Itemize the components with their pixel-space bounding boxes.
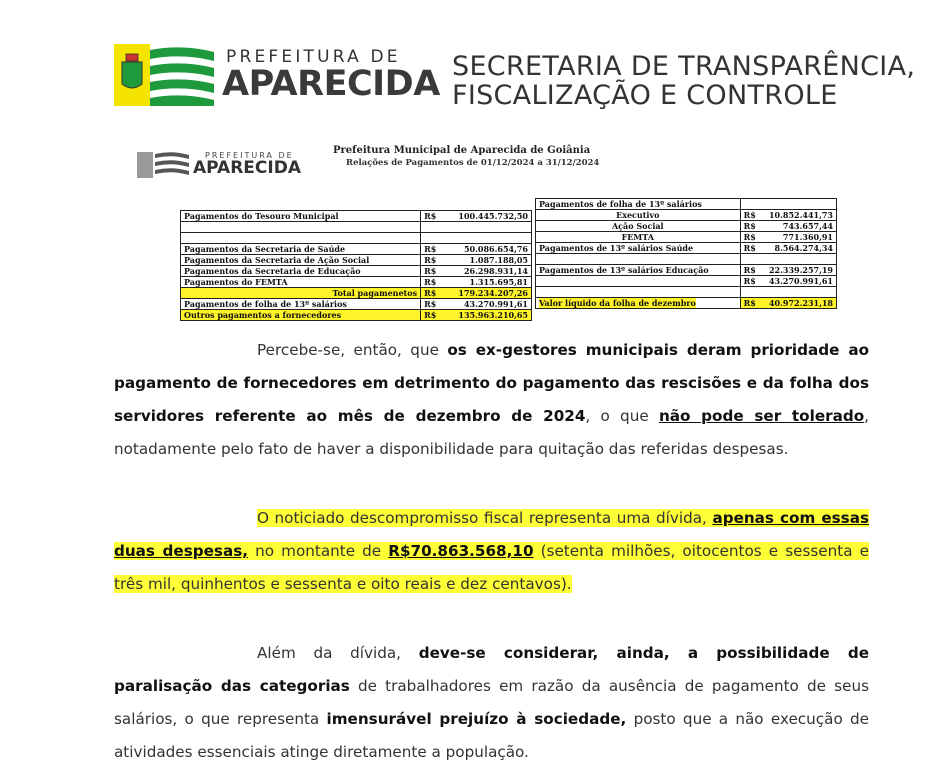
text-run: Percebe-se, então, que [257,341,448,359]
payments-table-left [180,210,532,321]
aparecida-logo-emblem [114,44,214,106]
total-amount: 179.234.207,26 [458,288,528,298]
currency: R$ [743,210,756,220]
row-label: Pagamentos de folha de 13º salários [536,199,741,210]
row-label: Pagamentos do Tesouro Municipal [181,211,421,222]
table-row [536,199,837,210]
table-row [536,276,837,287]
amount: 50.086.654,76 [463,244,528,254]
row-label [536,298,741,309]
row-label [536,254,741,265]
table-row [181,244,532,255]
amount: 43.270.991,61 [768,276,833,286]
currency: R$ [424,244,437,254]
emphasis-run: não pode ser tolerado [658,407,865,425]
row-label [181,233,421,244]
logo-prefeitura-label: PREFEITURA DE [226,47,401,67]
amount: 743.657,44 [782,221,833,231]
row-label: Pagamentos de 13º salários Educação [536,265,741,276]
table-row [181,299,532,310]
row-label [181,222,421,233]
text-run: de trabalhadores em razão da ausência de pagamento de seus salários, o que representa [114,677,869,728]
currency: R$ [743,298,756,308]
paragraph-debt [114,502,869,601]
currency: R$ [743,221,756,231]
amount: 771.360,91 [782,232,833,242]
text-run: , o que [585,407,659,425]
table-row [536,265,837,276]
currency: R$ [424,310,437,320]
table-row [181,222,532,233]
amount: 43.270.991,61 [463,299,528,309]
table-row [181,277,532,288]
row-label: Ação Social [536,221,741,232]
amount: 1.315.695,81 [469,277,528,287]
report-logo-city: APARECIDA [193,158,301,178]
emphasis-run: imensurável prejuízo à sociedade, [326,710,627,728]
currency: R$ [424,211,437,221]
row-label: Pagamentos de 13º salários Saúde [536,243,741,254]
emphasis-run: os ex-gestores municipais deram prioridade ao pagamento de fornecedores em detrimento do pagamento das rescisões e da folha dos servidores referente ao mês de dezembro de 2024 [114,341,869,425]
currency: R$ [424,266,437,276]
table-row [536,287,837,298]
row-label: Pagamentos da Secretaria de Ação Social [181,255,421,266]
table-row [536,243,837,254]
table-row [181,310,532,321]
emphasis-run: apenas com essas duas despesas, [114,509,869,560]
net-payroll-label: Valor líquido da folha de dezembro [539,298,696,308]
paragraph-strike [114,637,869,769]
amount: 1.087.188,05 [469,255,528,265]
text-run: (setenta milhões, oitocentos e sessenta e três mil, quinhentos e sessenta e oito reais e dez centavos). [114,542,869,593]
secretaria-title-line1: SECRETARIA DE TRANSPARÊNCIA, [452,51,916,82]
table-row [181,211,532,222]
table-row [181,233,532,244]
row-label: Pagamentos da Secretaria de Educação [181,266,421,277]
row-label [536,276,741,287]
paragraph-priority [114,334,869,466]
report-period: Relações de Pagamentos de 01/12/2024 a 31/12/2024 [346,158,600,168]
total-label: Total pagamenetos [181,288,421,299]
table-row [536,298,837,309]
row-label [536,287,741,298]
currency: R$ [424,288,437,298]
table-row [536,254,837,265]
row-label: Executivo [536,210,741,221]
currency: R$ [743,232,756,242]
currency: R$ [424,255,437,265]
row-label: Pagamentos de folha de 13º salários [181,299,421,310]
currency: R$ [743,243,756,253]
amount: 8.564.274,34 [774,243,833,253]
text-run: posto que a não execução de atividades essenciais atinge diretamente a população. [114,710,869,761]
text-run: , notadamente pelo fato de haver a disponibilidade para quitação das referidas despesas. [114,407,869,458]
table-row [536,210,837,221]
row-label: Pagamentos do FEMTA [181,277,421,288]
report-logo-prefeitura: PREFEITURA DE [205,151,294,160]
amount: 22.339.257,19 [768,265,833,275]
text-run: O noticiado descompromisso fiscal representa uma dívida, [257,509,713,527]
report-title: Prefeitura Municipal de Aparecida de Goiânia [333,145,591,156]
currency: R$ [743,265,756,275]
amount: 135.963.210,65 [458,310,528,320]
currency: R$ [424,277,437,287]
currency: R$ [424,299,437,309]
text-run: Além da dívida, [257,644,419,662]
table-row [181,255,532,266]
currency: R$ [743,276,756,286]
table-row [536,232,837,243]
table-row [536,221,837,232]
net-payroll-amount: 40.972.231,18 [768,298,833,308]
report-logo-emblem [137,150,189,180]
row-label: Pagamentos da Secretaria de Saúde [181,244,421,255]
text-run: no montante de [248,542,389,560]
debt-amount: R$70.863.568,10 [388,542,534,560]
table-row [181,288,532,299]
emphasis-run: deve-se considerar, ainda, a possibilidade de paralisação das categorias [114,644,869,695]
logo-city-name: APARECIDA [222,64,440,104]
amount: 100.445.732,50 [458,211,528,221]
amount: 26.298.931,14 [463,266,528,276]
amount: 10.852.441,73 [768,210,833,220]
secretaria-title-line2: FISCALIZAÇÃO E CONTROLE [452,80,838,111]
row-label: Outros pagamentos a fornecedores [181,310,421,321]
payments-table-right [535,198,837,309]
table-row [181,266,532,277]
row-label: FEMTA [536,232,741,243]
